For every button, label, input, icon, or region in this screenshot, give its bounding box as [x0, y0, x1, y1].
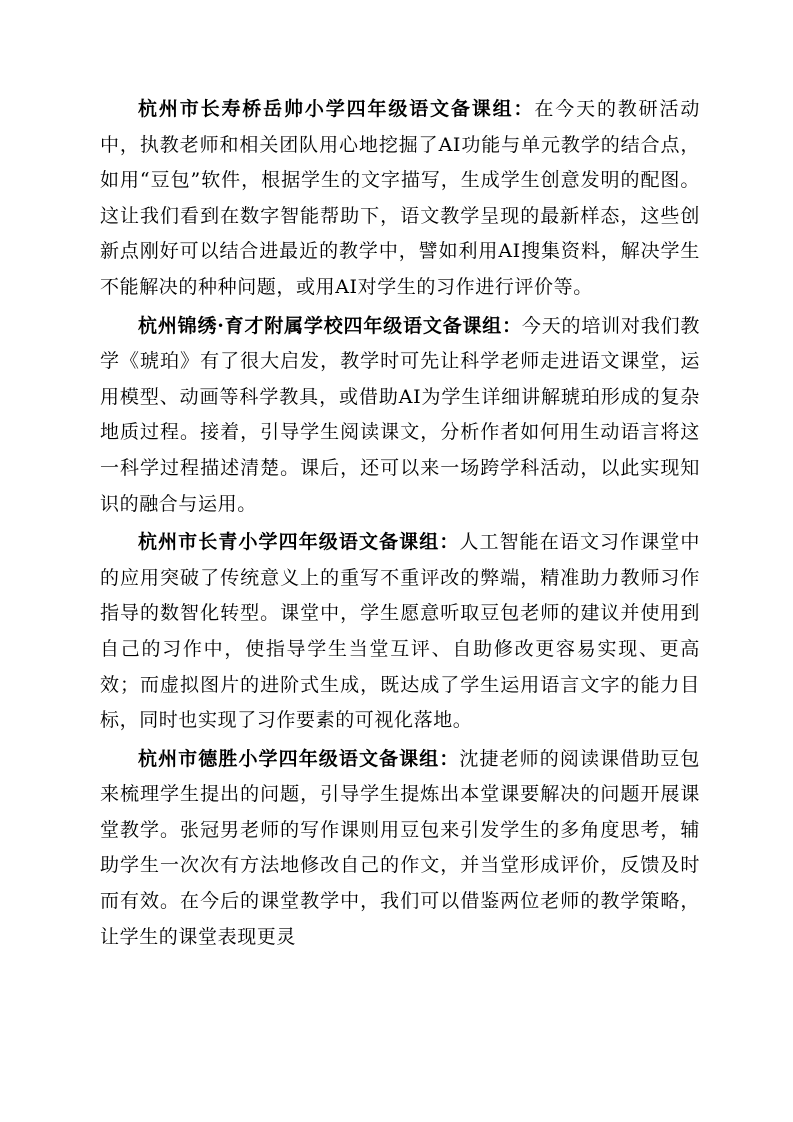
group-name: 杭州市长青小学四年级语文备课组：	[138, 531, 460, 554]
feedback-text: 今天的培训对我们教学《琥珀》有了很大启发，教学时可先让科学老师走进语文课堂，运用模型、动画等科学教具，或借助AI为学生详细讲解琥珀形成的复杂地质过程。接着，引导学生阅读课文，分析作者如何用生动语言将这一科学过程描述清楚。课后，还可以来一场跨学科活动，以此实现知识的融合与运用。	[100, 314, 700, 515]
group-name: 杭州市德胜小学四年级语文备课组：	[138, 747, 460, 770]
feedback-paragraph-1	[100, 92, 700, 306]
feedback-paragraph-4	[100, 742, 700, 956]
group-name: 杭州市长寿桥岳帅小学四年级语文备课组：	[138, 98, 535, 120]
feedback-text: 沈捷老师的阅读课借助豆包来梳理学生提出的问题，引导学生提炼出本堂课要解决的问题开展课堂教学。张冠男老师的写作课则用豆包来引发学生的多角度思考，辅助学生一次次有方法地修改自己的作文，并当堂形成评价，反馈及时而有效。在今后的课堂教学中，我们可以借鉴两位老师的教学策略，让学生的课堂表现更灵	[100, 747, 700, 948]
feedback-paragraph-3	[100, 525, 700, 739]
group-name: 杭州锦绣·育才附属学校四年级语文备课组：	[138, 314, 522, 337]
feedback-paragraph-2	[100, 309, 700, 523]
feedback-text: 人工智能在语文习作课堂中的应用突破了传统意义上的重写不重评改的弊端，精准助力教师习作指导的数智化转型。课堂中，学生愿意听取豆包老师的建议并使用到自己的习作中，使指导学生当堂互评、自助修改更容易实现、更高效；而虚拟图片的进阶式生成，既达成了学生运用语言文字的能力目标，同时也实现了习作要素的可视化落地。	[100, 531, 700, 732]
document-page	[100, 92, 700, 958]
feedback-text: 在今天的教研活动中，执教老师和相关团队用心地挖掘了AI功能与单元教学的结合点，如用“豆包”软件，根据学生的文字描写，生成学生创意发明的配图。这让我们看到在数字智能帮助下，语文教学呈现的最新样态，这些创新点刚好可以结合进最近的教学中，譬如利用AI搜集资料，解决学生不能解决的种种问题，或用AI对学生的习作进行评价等。	[100, 98, 700, 298]
